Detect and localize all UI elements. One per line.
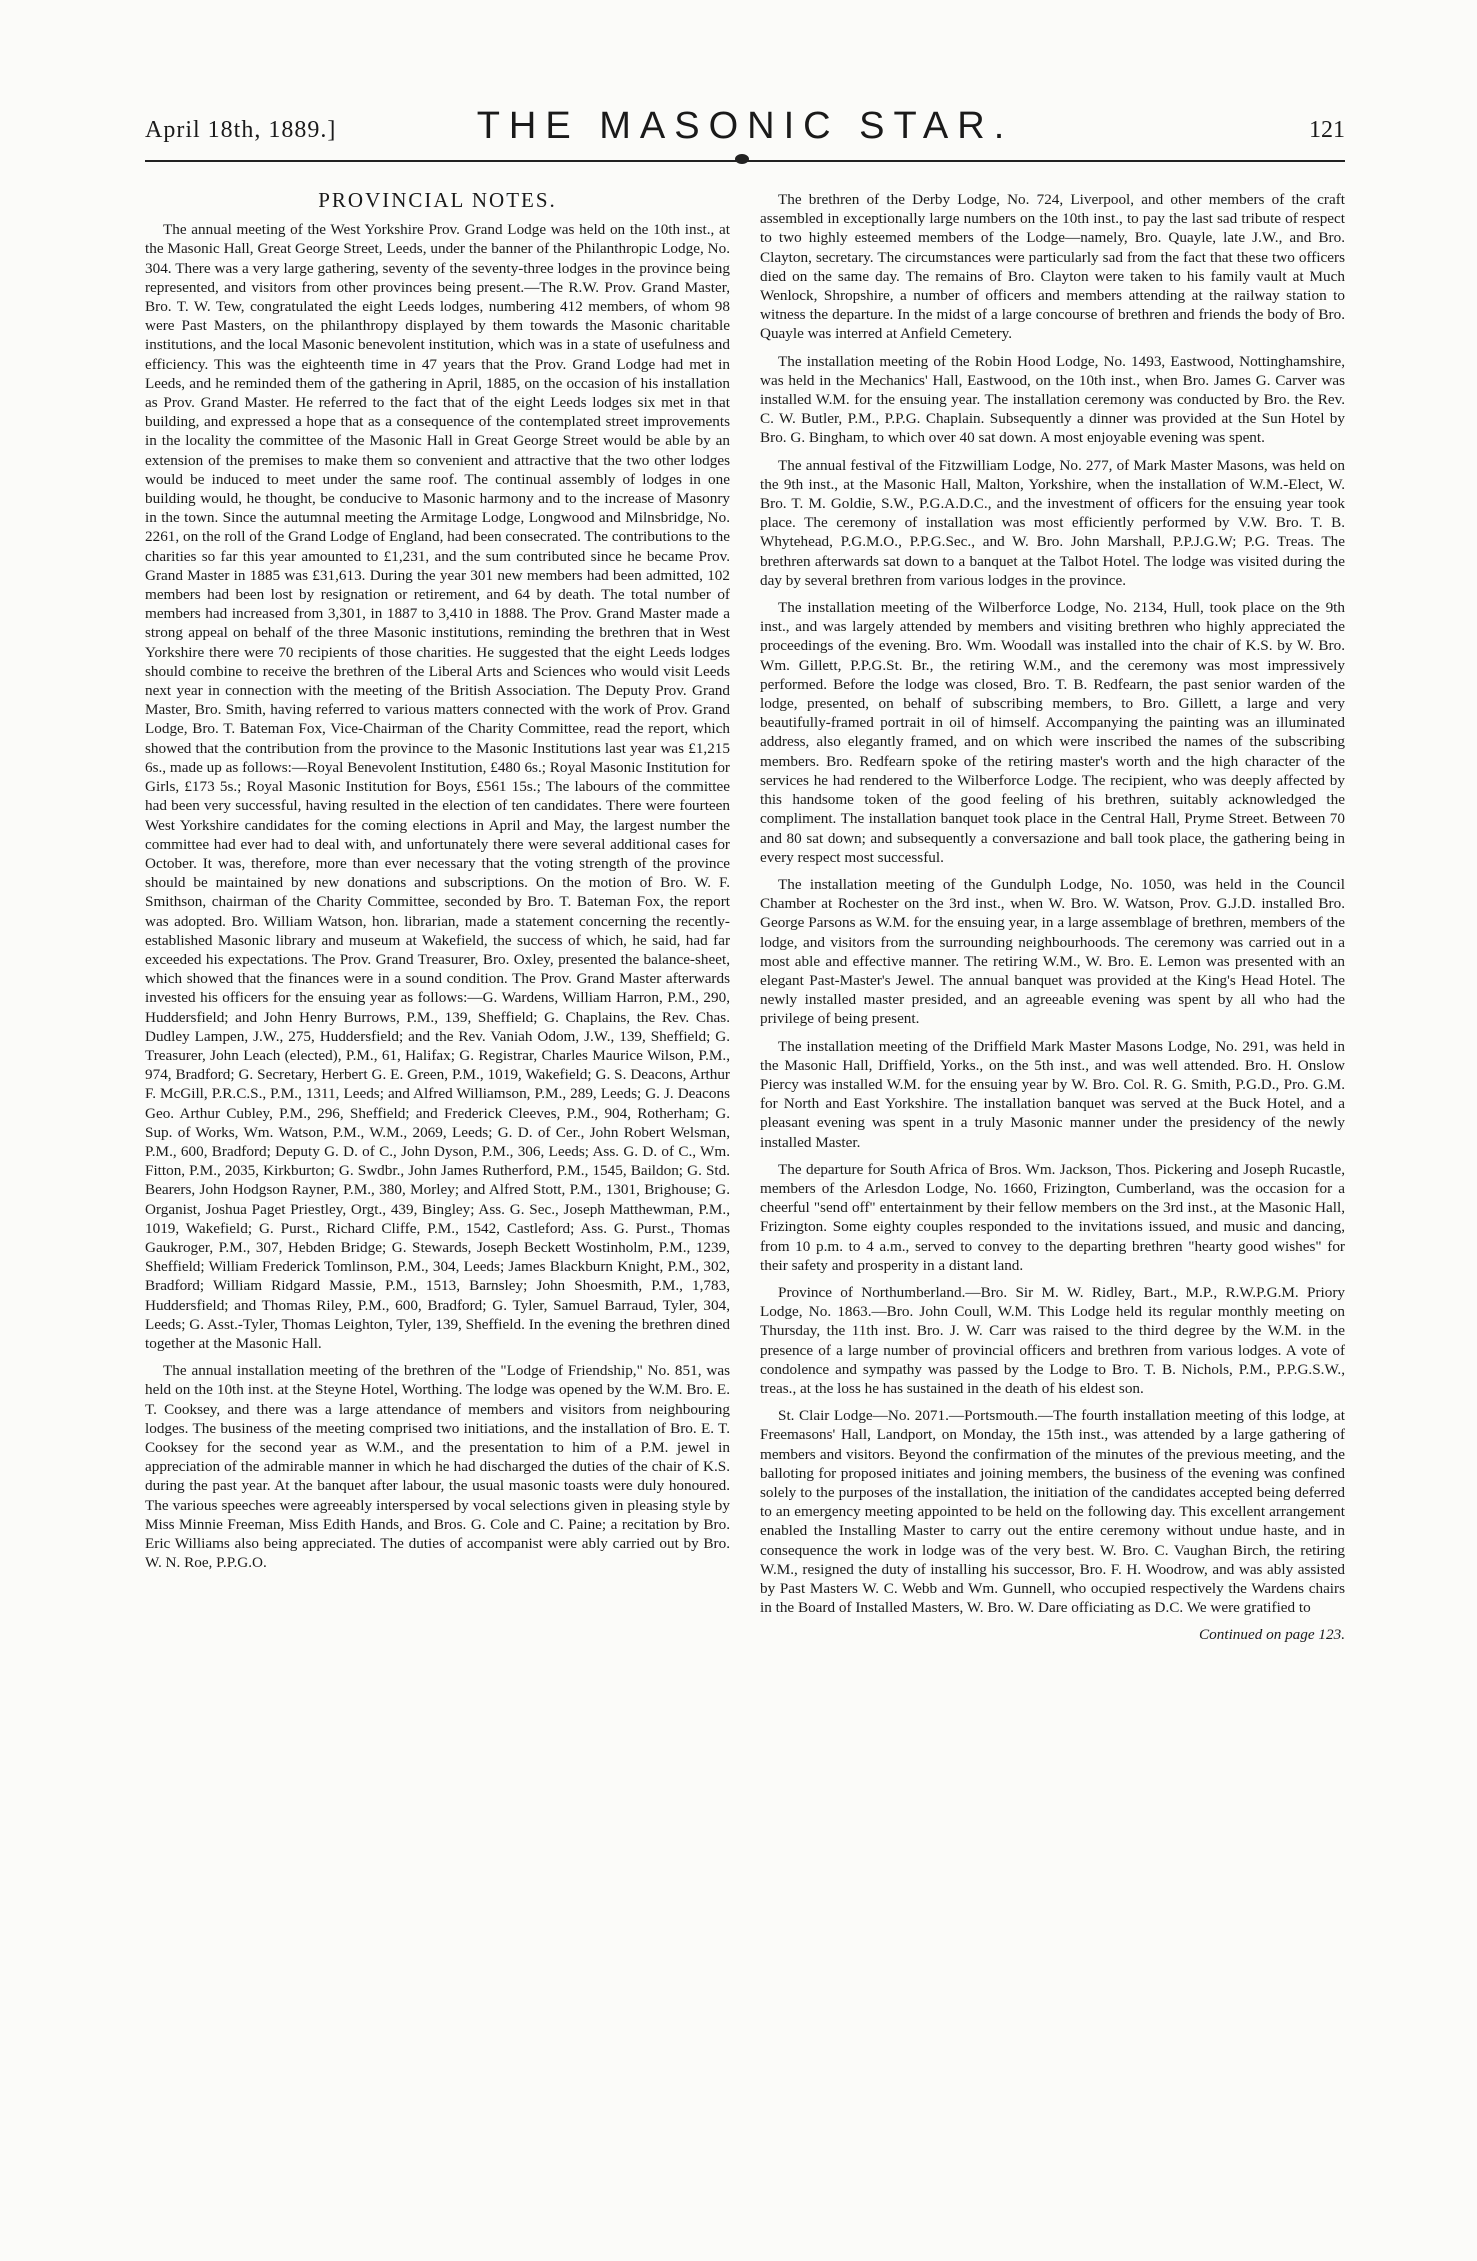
right-column <box>760 190 1345 2235</box>
article-paragraph: The installation meeting of the Robin Hood Lodge, No. 1493, Eastwood, Nottinghamshire, was held in the Mechanics' Hall, Eastwood, on the 10th inst., when Bro. James G. Carver was installed W.M. for the ensuing year. The installation ceremony was conducted by Bro. the Rev. C. W. Butler, P.M., P.P.G. Chaplain. Subsequently a dinner was provided at the Sun Hotel by Bro. G. Bingham, to which over 40 sat down. A most enjoyable evening was spent. <box>760 352 1345 447</box>
left-column <box>145 185 730 2230</box>
article-paragraph: The annual installation meeting of the brethren of the "Lodge of Friendship," No. 851, was held on the 10th inst. at the Steyne Hotel, Worthing. The lodge was opened by the W.M. Bro. E. T. Cooksey, and there was a large attendance of members and visitors from neighbouring lodges. The business of the meeting comprised two initiations, and the installation of Bro. E. T. Cooksey for the second year as W.M., and the presentation to him of a P.M. jewel in appreciation of the admirable manner in which he had discharged the duties of the chair of K.S. during the past year. At the banquet after labour, the usual masonic toasts were duly honoured. The various speeches were agreeably interspersed by vocal selections given in pleasing style by Miss Minnie Freeman, Miss Edith Hands, and Bros. G. Cole and C. Paine; a recitation by Bro. Eric Williams also being appreciated. The duties of accompanist were ably carried out by Bro. W. N. Roe, P.P.G.O. <box>145 1362 730 1572</box>
article-paragraph: The annual festival of the Fitzwilliam Lodge, No. 277, of Mark Master Masons, was held on the 9th inst., at the Masonic Hall, Malton, Yorkshire, when the installation of W.M.-Elect, W. Bro. T. M. Goldie, S.W., P.G.A.D.C., and the investment of officers for the ensuing year took place. The ceremony of installation was most efficiently performed by V.W. Bro. T. B. Whytehead, P.G.M.O., P.P.G.Sec., and W. Bro. John Marshall, P.P.J.G.W; P.G. Treas. The brethren afterwards sat down to a banquet at the Talbot Hotel. The lodge was visited during the day by several brethren from various lodges in the province. <box>760 456 1345 589</box>
masthead <box>145 105 1345 157</box>
header-rule-ornament <box>735 154 749 164</box>
continuation-note: Continued on page 123. <box>1199 1626 1345 1644</box>
article-paragraph: St. Clair Lodge—No. 2071.—Portsmouth.—The fourth installation meeting of this lodge, at Freemasons' Hall, Landport, on Monday, the 15th inst., was attended by a large gathering of members and visitors. Beyond the confirmation of the minutes of the previous meeting, and the balloting for proposed initiates and joining members, the business of the evening was confined solely to the purposes of the installation, the initiation of the candidates accepted being deferred to an emergency meeting appointed to be held on the following day. This excellent arrangement enabled the Installing Master to carry out the entire ceremony without undue haste, and in consequence the work in lodge was of the very best. W. Bro. C. Vaughan Birch, the retiring W.M., resigned the duty of installing his successor, Bro. F. H. Woodrow, and was ably assisted by Past Masters W. C. Webb and Wm. Gunnell, who occupied respectively the Wardens chairs in the Board of Installed Masters, W. Bro. W. Dare officiating as D.C. We were gratified to <box>760 1407 1345 1617</box>
issue-date: April 18th, 1889.] <box>145 117 337 143</box>
article-paragraph: The departure for South Africa of Bros. Wm. Jackson, Thos. Pickering and Joseph Rucastle, members of the Arlesdon Lodge, No. 1660, Frizington, Cumberland, was the occasion for a cheerful "send off" entertainment by their fellow members on the 3rd inst., at the Masonic Hall, Frizington. Some eighty couples responded to the invitations issued, and music and dancing, from 10 p.m. to 4 a.m., served to convey to the departing brethren "hearty good wishes" for their safety and prosperity in a distant land. <box>760 1160 1345 1274</box>
article-paragraph: The annual meeting of the West Yorkshire Prov. Grand Lodge was held on the 10th inst., at the Masonic Hall, Great George Street, Leeds, under the banner of the Philanthropic Lodge, No. 304. There was a very large gathering, seventy of the seventy-three lodges in the province being represented, and visitors from other provinces being present.—The R.W. Prov. Grand Master, Bro. T. W. Tew, congratulated the eight Leeds lodges, numbering 412 members, of whom 98 were Past Masters, on the philanthropy displayed by them towards the Masonic charitable institutions, and the local Masonic benevolent institution, which was in a state of usefulness and efficiency. This was the eighteenth time in 47 years that the Prov. Grand Lodge had met in Leeds, and he reminded them of the gathering in April, 1885, on the occasion of his installation as Prov. Grand Master. He referred to the fact that of the eight Leeds lodges six met in that building, and expressed a hope that as a consequence of the contemplated street improvements in the locality the committee of the Masonic Hall in Great George Street would be able by an extension of the premises to make them so convenient and attractive that the two other lodges would be induced to meet under the same roof. The continual assembly of lodges in one building would, he thought, be conducive to Masonic harmony and to the increase of Masonry in the town. Since the autumnal meeting the Armitage Lodge, Longwood and Milnsbridge, No. 2261, on the roll of the Grand Lodge of England, had been consecrated. The contributions to the charities so far this year amounted to £1,231, and the sum contributed since he became Prov. Grand Master in 1885 was £31,613. During the year 301 new members had been admitted, 102 members had been lost by resignation or retirement, and 64 by death. The total number of members had increased from 3,301, in 1887 to 3,410 in 1888. The Prov. Grand Master made a strong appeal on behalf of the three Masonic institutions, reminding the brethren that in West Yorkshire there were 70 recipients of those charities. He suggested that the eight Leeds lodges should combine to receive the brethren of the Liberal Arts and Sciences who would visit Leeds next year in connection with the meeting of the British Association. The Deputy Prov. Grand Master, Bro. Smith, having referred to various matters connected with the work of Prov. Grand Lodge, Bro. T. Bateman Fox, Vice-Chairman of the Charity Committee, read the report, which showed that the contribution from the province to the Masonic Institutions last year was £1,215 6s., made up as follows:—Royal Benevolent Institution, £480 6s.; Royal Masonic Institution for Girls, £173 5s.; Royal Masonic Institution for Boys, £561 15s.; The labours of the committee had been very successful, having resulted in the election of ten candidates. There were fourteen West Yorkshire candidates for the coming elections in April and May, the largest number the committee had ever had to deal with, and unfortunately there were several additional cases for October. It was, therefore, more than ever necessary that the voting strength of the province should be maintained by new donations and subscriptions. On the motion of Bro. W. F. Smithson, chairman of the Charity Committee, seconded by Bro. T. Bateman Fox, the report was adopted. Bro. William Watson, hon. librarian, made a statement concerning the recently-established Masonic library and museum at Wakefield, the success of which, he said, had far exceeded his expectations. The Prov. Grand Treasurer, Bro. Oxley, presented the balance-sheet, which showed that the finances were in a sound condition. The Prov. Grand Master afterwards invested his officers for the ensuing year as follows:—G. Wardens, William Harron, P.M., 290, Huddersfield; and John Henry Burrows, P.M., 139, Sheffield; G. Chaplains, the Rev. Chas. Dudley Lampen, J.W., 275, Huddersfield; and the Rev. Vaniah Odom, J.W., 139, Sheffield; G. Treasurer, John Leach (elected), P.M., 61, Halifax; G. Registrar, Charles Maurice Wilson, P.M., 974, Bradford; G. Secretary, Herbert G. E. Green, P.M., 1019, Wakefield; G. S. Deacons, Arthur F. McGill, P.R.C.S., P.M., 1311, Leeds; and Alfred Williamson, P.M., 289, Leeds; G. J. Deacons Geo. Arthur Cubley, P.M., 296, Sheffield; and Frederick Cleeves, P.M., 904, Rotherham; G. Sup. of Works, Wm. Watson, P.M., W.M., 2069, Leeds; G. D. of Cer., John Robert Welsman, P.M., 600, Bradford; Deputy G. D. of C., John Dyson, P.M., 306, Leeds; Ass. G. D. of C., Wm. Fitton, P.M., 2035, Kirkburton; G. Swdbr., John James Rutherford, P.M., 1545, Baildon; G. Std. Bearers, John Hodgson Rayner, P.M., 380, Morley; and Alfred Stott, P.M., 1301, Brighouse; G. Organist, Joshua Paget Priestley, Orgt., 439, Bingley; Ass. G. Sec., Joseph Matthewman, P.M., 1019, Wakefield; G. Purst., Richard Cliffe, P.M., 1542, Castleford; Ass. G. Purst., Thomas Gaukroger, P.M., 307, Hebden Bridge; G. Stewards, Joseph Beckett Wostinholm, P.M., 1239, Sheffield; William Frederick Tomlinson, P.M., 304, Leeds; James Blackburn Knight, P.M., 302, Bradford; William Ridgard Massie, P.M., 1513, Barnsley; John Shoesmith, P.M., 1,783, Huddersfield; and Thomas Riley, P.M., 600, Bradford; G. Tyler, Samuel Barraud, Tyler, 304, Leeds; G. Asst.-Tyler, Thomas Leighton, Tyler, 139, Sheffield. In the evening the brethren dined together at the Masonic Hall. <box>145 221 730 1352</box>
article-paragraph: Province of Northumberland.—Bro. Sir M. W. Ridley, Bart., M.P., R.W.P.G.M. Priory Lodge, No. 1863.—Bro. John Coull, W.M. This Lodge held its regular monthly meeting on Thursday, the 11th inst. Bro. J. W. Carr was raised to the third degree by the W.M. in the presence of a large number of provincial officers and brethren from various lodges. A vote of condolence and sympathy was passed by the Lodge to Bro. T. B. Nichols, P.M., P.P.G.S.W., treas., at the loss he has sustained in the death of his eldest son. <box>760 1283 1345 1397</box>
page-number: 121 <box>1309 117 1345 143</box>
article-paragraph: The installation meeting of the Gundulph Lodge, No. 1050, was held in the Council Chamber at Rochester on the 3rd inst., when W. Bro. W. Watson, Prov. G.J.D. installed Bro. George Parsons as W.M. for the ensuing year, in a large assemblage of brethren, members of the lodge, and visitors from the surrounding neighbourhoods. The ceremony was carried out in a most able and effective manner. The retiring W.M., W. Bro. E. Lemon was presented with an elegant Past-Master's Jewel. The annual banquet was provided at the King's Head Hotel. The newly installed master presided, and an agreeable evening was spent by all who had the privilege of being present. <box>760 875 1345 1028</box>
publication-title: THE MASONIC STAR. <box>476 105 1014 147</box>
article-paragraph: The installation meeting of the Driffield Mark Master Masons Lodge, No. 291, was held in the Masonic Hall, Driffield, Yorks., on the 5th inst., and was well attended. Bro. H. Onslow Piercy was installed W.M. for the ensuing year by W. Bro. Col. R. G. Smith, P.G.D., Pro. G.M. for North and East Yorkshire. The installation banquet was served at the Buck Hotel, and a pleasant evening was spent in a truly Masonic manner under the presidency of the newly installed Master. <box>760 1037 1345 1151</box>
article-paragraph: The brethren of the Derby Lodge, No. 724, Liverpool, and other members of the craft assembled in exceptionally large numbers on the 10th inst., to pay the last sad tribute of respect to two highly esteemed members of the Lodge—namely, Bro. Quayle, late J.W., and Bro. Clayton, secretary. The circumstances were particularly sad from the fact that these two officers died on the same day. The remains of Bro. Clayton were taken to his family vault at Much Wenlock, Shropshire, a number of officers and members attending at the railway station to witness the departure. In the midst of a large concourse of brethren and friends the body of Bro. Quayle was interred at Anfield Cemetery. <box>760 191 1345 343</box>
article-paragraph: The installation meeting of the Wilberforce Lodge, No. 2134, Hull, took place on the 9th inst., and was largely attended by members and visiting brethren who highly appreciated the proceedings of the evening. Bro. Wm. Woodall was installed into the chair of K.S. by W. Bro. Wm. Gillett, P.P.G.St. Br., the retiring W.M., and the ceremony was most impressively performed. Before the lodge was closed, Bro. T. B. Redfearn, the past senior warden of the lodge, presented, on behalf of subscribing members, to Bro. Gillett, a large and very beautifully-framed portrait in oil of himself. Accompanying the painting was an illuminated address, also elegantly framed, and on which were inscribed the names of the subscribing members. Bro. Redfearn spoke of the retiring master's worth and the high character of the services he had rendered to the Wilberforce Lodge. The recipient, who was deeply affected by this handsome token of the good feeling of his brethren, suitably acknowledged the compliment. The installation banquet took place in the Central Hall, Pryme Street. Between 70 and 80 sat down; and subsequently a conversazione and ball took place, the gathering being in every respect most successful. <box>760 599 1345 866</box>
section-heading: PROVINCIAL NOTES. <box>318 188 557 212</box>
